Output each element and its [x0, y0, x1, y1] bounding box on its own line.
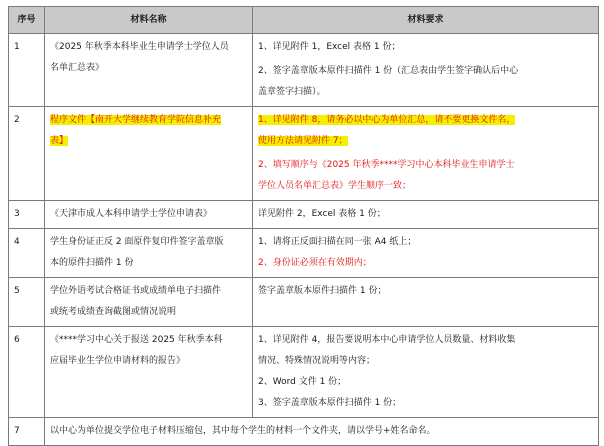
material-name: 学生身份证正反 2 面原件复印件签字盖章版 本的原件扫描件 1 份 [45, 229, 253, 278]
table-row [9, 229, 599, 278]
row-number: 5 [9, 278, 45, 327]
table-row [9, 327, 599, 418]
table-row [9, 201, 599, 229]
material-name: 《****学习中心关于报送 2025 年秋季本科 应届毕业生学位申请材料的报告》 [45, 327, 253, 418]
material-name: 程序文件【南开大学继续教育学院信息补充 表】 [45, 107, 253, 201]
material-requirement: 1、详见附件 1，Excel 表格 1 份； 2、签字盖章版本原件扫描件 1 份（汇总表由学生签字确认后中心 盖章签字扫描）。 [253, 34, 599, 107]
header-name: 材料名称 [45, 7, 253, 34]
submission-note: 以中心为单位提交学位电子材料压缩包，其中每个学生的材料一个文件夹，请以学号+姓名命名。 [45, 418, 599, 446]
material-requirement: 详见附件 2，Excel 表格 1 份； [253, 201, 599, 229]
row-number: 2 [9, 107, 45, 201]
material-name: 《天津市成人本科申请学士学位申请表》 [45, 201, 253, 229]
table-row [9, 107, 599, 201]
material-requirement: 1、详见附件 4，报告要说明本中心申请学位人员数量、材料收集 情况、特殊情况说明等内容； 2、Word 文件 1 份； 3、签字盖章版本原件扫描件 1 份； [253, 327, 599, 418]
material-name: 《2025 年秋季本科毕业生申请学士学位人员 名单汇总表》 [45, 34, 253, 107]
material-requirement: 签字盖章版本原件扫描件 1 份； [253, 278, 599, 327]
table-row [9, 34, 599, 107]
material-requirement: 1、详见附件 8，请务必以中心为单位汇总，请不要更换文件名， 使用方法请见附件 7； 2、填写顺序与《2025 年秋季****学习中心本科毕业生申请学士 学位人员名单汇总表》学生顺序一致； [253, 107, 599, 201]
row-number: 6 [9, 327, 45, 418]
materials-table [8, 6, 599, 446]
material-requirement: 1、请将正反面扫描在同一张 A4 纸上； 2、身份证必须在有效期内； [253, 229, 599, 278]
table-row [9, 278, 599, 327]
material-name: 学位外语考试合格证书或成绩单电子扫描件 或统考成绩查询截图或情况说明 [45, 278, 253, 327]
header-requirement: 材料要求 [253, 7, 599, 34]
header-no: 序号 [9, 7, 45, 34]
row-number: 4 [9, 229, 45, 278]
header-row [9, 7, 599, 34]
row-number: 1 [9, 34, 45, 107]
table-row [9, 418, 599, 446]
row-number: 7 [9, 418, 45, 446]
row-number: 3 [9, 201, 45, 229]
